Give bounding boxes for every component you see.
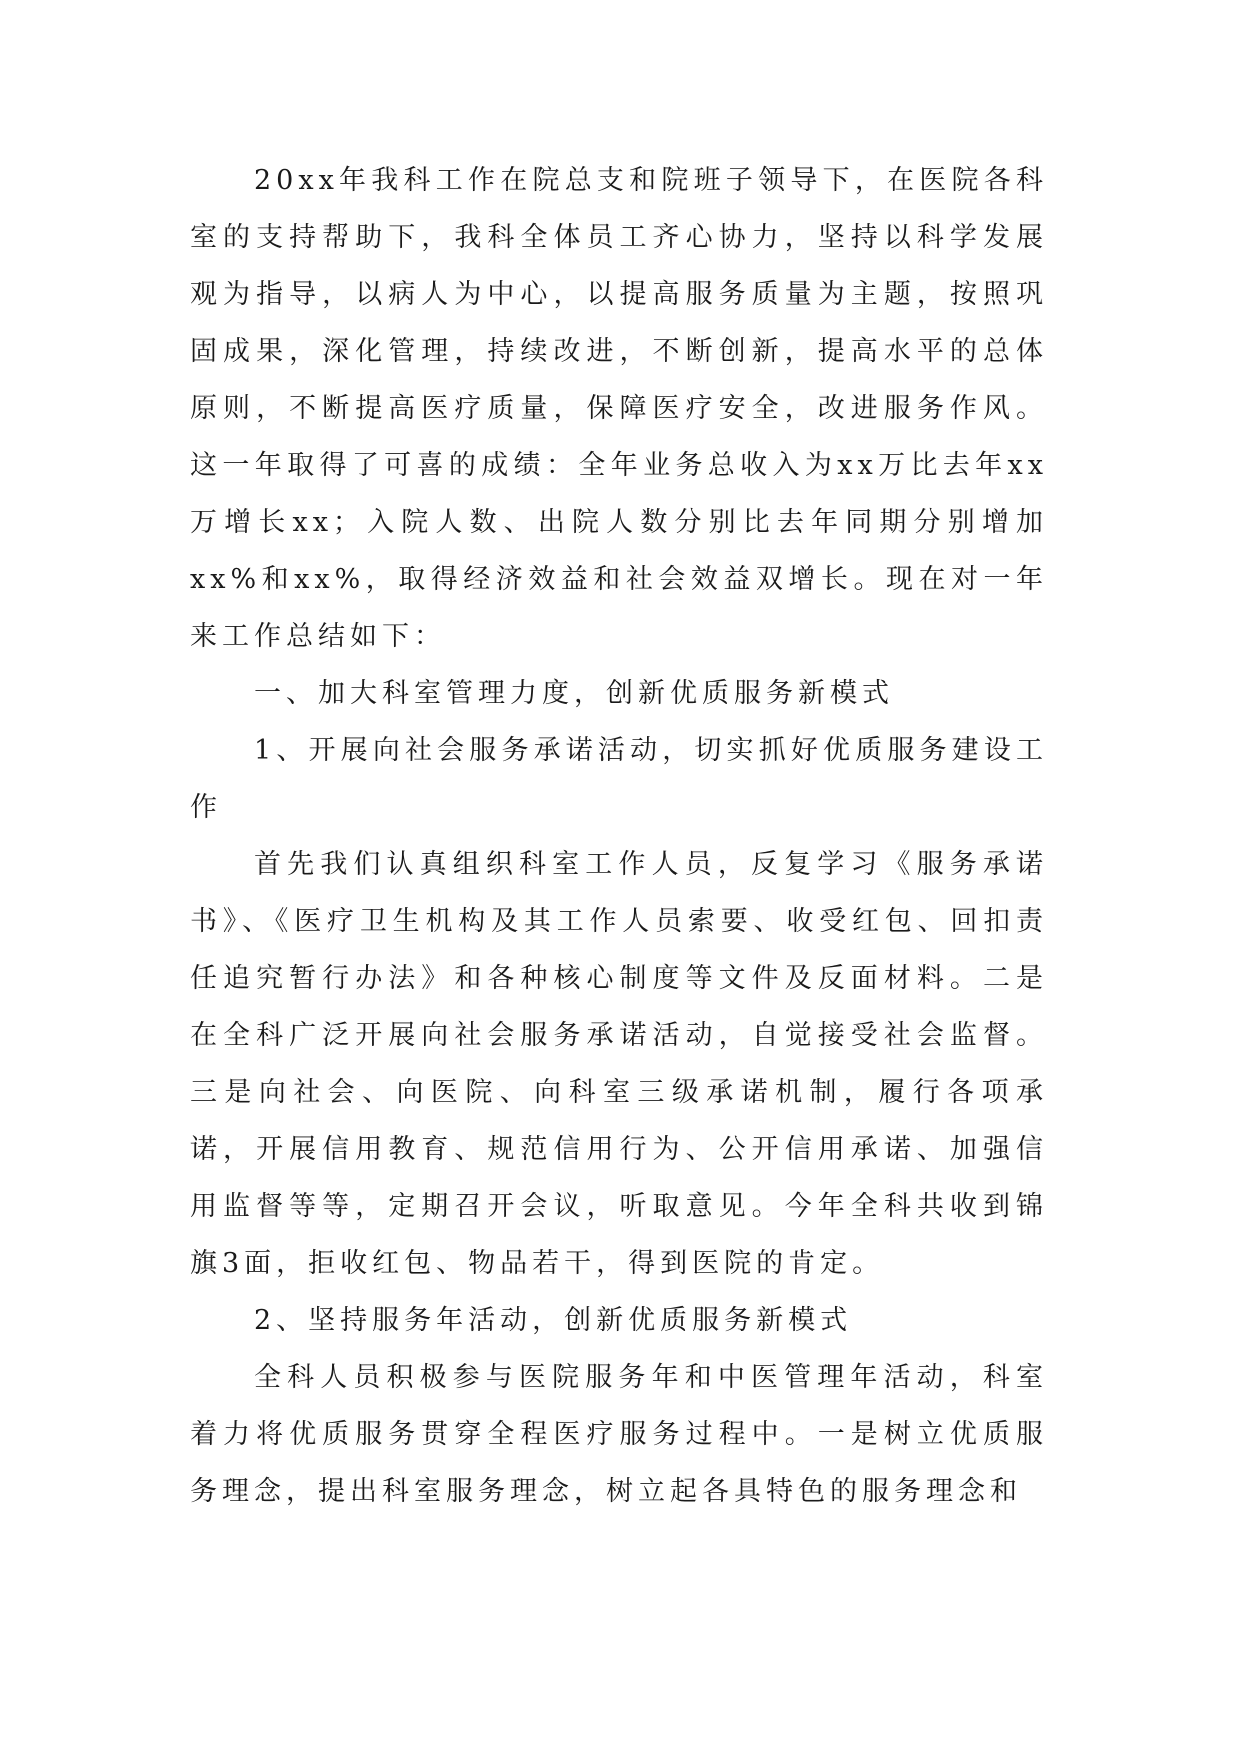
subsection-heading-1: 1、开展向社会服务承诺活动，切实抓好优质服务建设工作: [190, 735, 1048, 823]
intro-paragraph: 20xx年我科工作在院总支和院班子领导下，在医院各科室的支持帮助下，我科全体员工齐心协力，坚持以科学发展观为指导，以病人为中心，以提高服务质量为主题，按照巩固成果，深化管理，持续改进，不断创新，提高水平的总体原则，不断提高医疗质量，保障医疗安全，改进服务作风。这一年取得了可喜的成绩：全年业务总收入为xx万比去年xx万增长xx；入院人数、出院人数分别比去年同期分别增加xx%和xx%，取得经济效益和社会效益双增长。现在对一年来工作总结如下：: [190, 165, 1048, 652]
document-body: [190, 152, 1048, 1520]
subsection-2-paragraph: 全科人员积极参与医院服务年和中医管理年活动，科室着力将优质服务贯穿全程医疗服务过程中。一是树立优质服务理念，提出科室服务理念，树立起各具特色的服务理念和: [190, 1362, 1048, 1507]
subsection-1-paragraph: 首先我们认真组织科室工作人员，反复学习《服务承诺书》、《医疗卫生机构及其工作人员索要、收受红包、回扣责任追究暂行办法》和各种核心制度等文件及反面材料。二是在全科广泛开展向社会服务承诺活动，自觉接受社会监督。三是向社会、向医院、向科室三级承诺机制，履行各项承诺，开展信用教育、规范信用行为、公开信用承诺、加强信用监督等等，定期召开会议，听取意见。今年全科共收到锦旗3面，拒收红包、物品若干，得到医院的肯定。: [190, 849, 1048, 1279]
section-heading-1: 一、加大科室管理力度，创新优质服务新模式: [254, 678, 894, 709]
subsection-heading-2: 2、坚持服务年活动，创新优质服务新模式: [254, 1305, 853, 1336]
